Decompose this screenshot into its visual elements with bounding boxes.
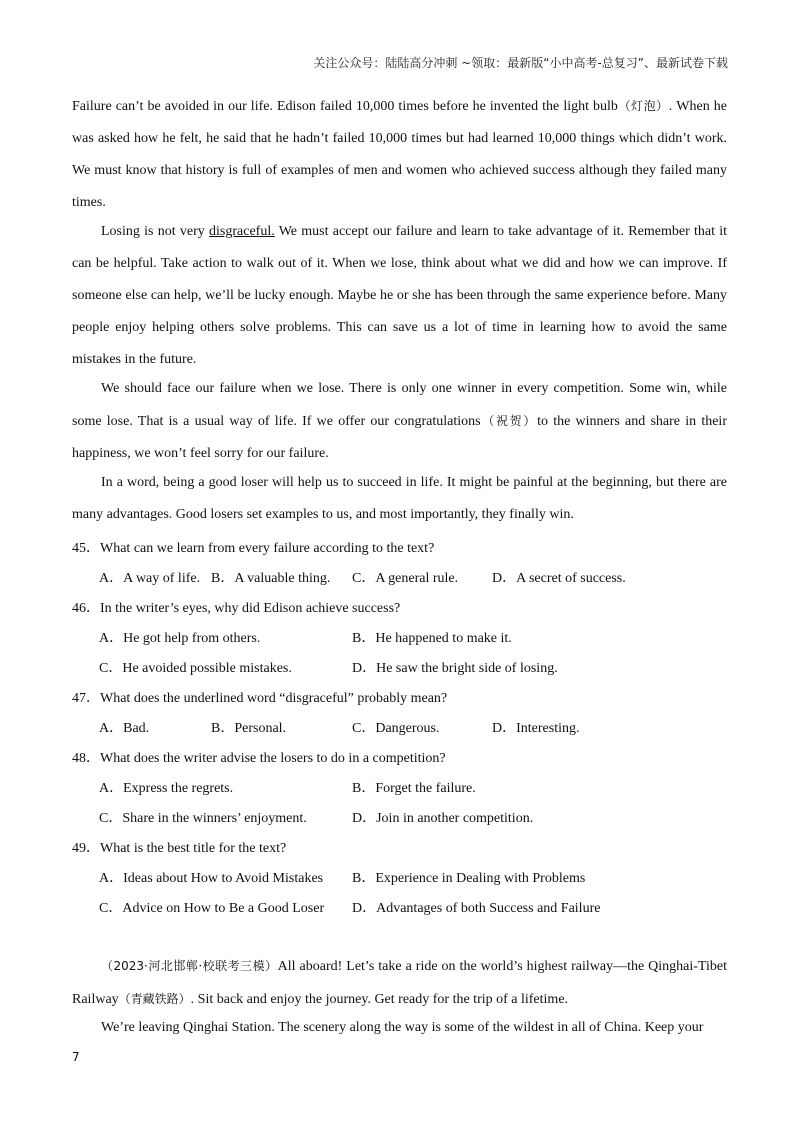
question-46-stem: 46．In the writer’s eyes, why did Edison achieve success?: [72, 601, 401, 616]
p1-chinese-gloss: （灯泡）: [617, 99, 669, 113]
q48-option-b: B．Forget the failure.: [352, 781, 476, 796]
q45-option-c: C．A general rule.: [352, 571, 459, 586]
p2-text-a: Losing is not very: [101, 224, 210, 239]
question-48-stem: 48．What does the writer advise the losers to do in a competition?: [72, 751, 446, 766]
next-passage-paragraph-1: [72, 950, 727, 1016]
question-49-stem: 49．What is the best title for the text?: [72, 841, 287, 856]
q46-option-c: C．He avoided possible mistakes.: [99, 661, 292, 676]
question-47-stem: 47．What does the underlined word “disgraceful” probably mean?: [72, 691, 448, 706]
next-p1-chinese-gloss: （青藏铁路）: [118, 992, 191, 1006]
page-number: 7: [72, 1050, 80, 1064]
q49-option-c: C．Advice on How to Be a Good Loser: [99, 901, 325, 916]
q48-option-d: D．Join in another competition.: [352, 811, 534, 826]
passage-paragraph-1: [72, 90, 727, 219]
q45-option-a: A．A way of life.: [99, 571, 201, 586]
q49-option-d: D．Advantages of both Success and Failure: [352, 901, 601, 916]
underlined-word: disgraceful.: [209, 224, 275, 239]
passage-paragraph-2: [72, 216, 727, 376]
p3-text-a: We should face our failure when we lose. There is only one winner in every competition. Some win, while some lose. That is a usual way of life. If we offer our congratulations: [72, 381, 727, 429]
q45-option-d: D．A secret of success.: [492, 571, 626, 586]
passage-paragraph-4: In a word, being a good loser will help us to succeed in life. It might be painful at the beginning, but there are many advantages. Good losers set examples to us, and most importantly, they finally win.: [72, 475, 727, 522]
q47-option-b: B．Personal.: [211, 721, 287, 736]
q49-option-b: B．Experience in Dealing with Problems: [352, 871, 586, 886]
page-header: 关注公众号：陆陆高分冲刺 ~领取：最新版“小中高考-总复习”、最新试卷下载: [313, 56, 728, 70]
q49-option-a: A．Ideas about How to Avoid Mistakes: [99, 871, 324, 886]
q46-option-d: D．He saw the bright side of losing.: [352, 661, 558, 676]
p3-text-b: to the winners and share in their happiness, we won’t feel sorry for our failure.: [72, 414, 727, 461]
p1-text-a: Failure can’t be avoided in our life. Edison failed 10,000 times before he invented the light bulb: [72, 99, 618, 114]
q47-option-a: A．Bad.: [99, 721, 150, 736]
next-p1-text-b: . Sit back and enjoy the journey. Get ready for the trip of a lifetime.: [190, 992, 569, 1007]
q47-option-c: C．Dangerous.: [352, 721, 440, 736]
next-passage-paragraph-2: We’re leaving Qinghai Station. The scenery along the way is some of the wildest in all of China. Keep your: [101, 1020, 704, 1035]
q47-option-d: D．Interesting.: [492, 721, 580, 736]
passage-paragraph-3: [72, 373, 727, 470]
p1-text-b: . When he was asked how he felt, he said that he hadn’t failed 10,000 times but had learned 10,000 things which didn’t work. We must know that history is full of examples of men and women who achieved success although they failed many times.: [72, 99, 727, 210]
question-45-stem: 45．What can we learn from every failure according to the text?: [72, 541, 435, 556]
p2-text-b: We must accept our failure and learn to take advantage of it. Remember that it can be helpful. Take action to walk out of it. When we lose, think about what we did and how we can improve. If someone else can help, we’ll be lucky enough. Maybe he or she has been through the same experience before. Many people enjoy helping others solve problems. This can save us a lot of time in learning how to avoid the same mistakes in the future.: [72, 224, 728, 367]
next-passage-source: （2023·河北邯郸·校联考三模）: [101, 959, 278, 973]
next-p1-text-a: All aboard! Let’s take a ride on the world’s highest railway—the Qinghai-Tibet Railway: [72, 959, 727, 1007]
q45-option-b: B．A valuable thing.: [211, 571, 331, 586]
q48-option-a: A．Express the regrets.: [99, 781, 234, 796]
p3-chinese-gloss: （祝贺）: [480, 414, 538, 428]
q46-option-b: B．He happened to make it.: [352, 631, 512, 646]
q48-option-c: C．Share in the winners’ enjoyment.: [99, 811, 307, 826]
q46-option-a: A．He got help from others.: [99, 631, 261, 646]
